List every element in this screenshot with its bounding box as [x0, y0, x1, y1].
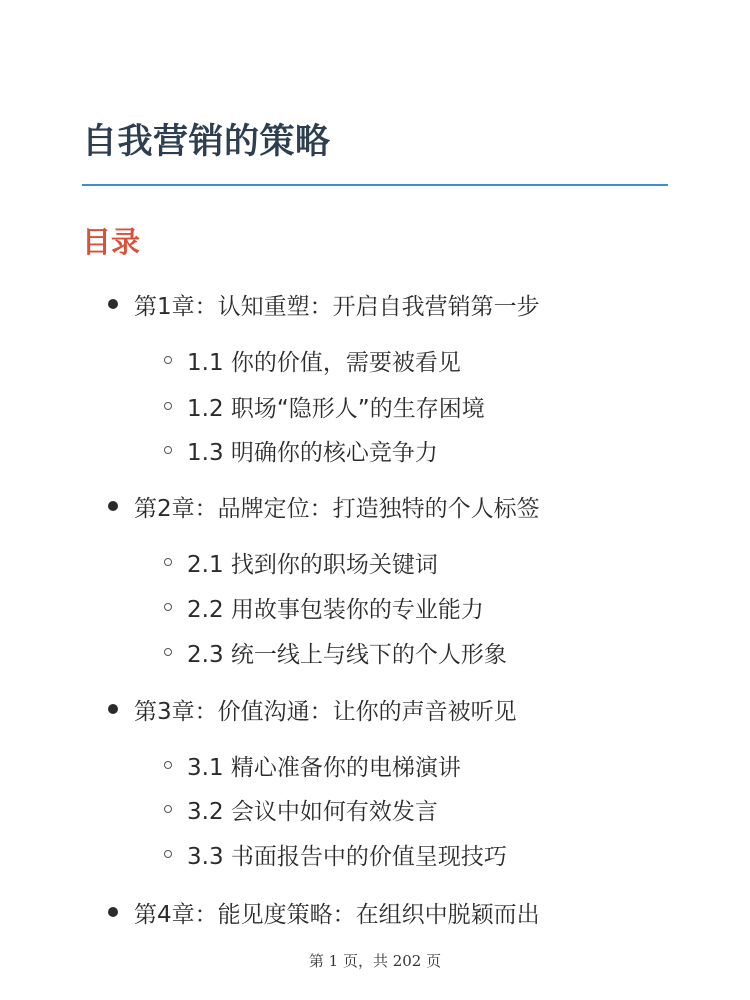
toc-section-label: 1.3 明确你的核心竞争力 [187, 439, 438, 466]
toc-section-label: 2.1 找到你的职场关键词 [187, 551, 438, 578]
hollow-bullet-icon [164, 402, 172, 410]
toc-chapter-4[interactable] [108, 890, 540, 934]
toc-chapter-label: 第1章：认知重塑：开启自我营销第一步 [134, 293, 540, 320]
toc-chapter-3[interactable] [108, 687, 517, 731]
toc-chapter-label: 第2章：品牌定位：打造独特的个人标签 [134, 495, 540, 522]
toc-section-3-1[interactable] [164, 745, 461, 785]
toc-section-label: 3.3 书面报告中的价值呈现技巧 [187, 843, 507, 870]
toc-section-1-3[interactable] [164, 430, 438, 470]
toc-chapter-label: 第3章：价值沟通：让你的声音被听见 [134, 698, 517, 725]
toc-section-2-3[interactable] [164, 632, 507, 672]
toc-section-2-1[interactable] [164, 542, 438, 582]
page-number: 第 1 页，共 202 页 [308, 952, 442, 970]
hollow-bullet-icon [164, 446, 172, 454]
toc-chapter-label: 第4章：能见度策略：在组织中脱颖而出 [134, 901, 540, 928]
title-divider [82, 184, 668, 186]
filled-bullet-icon [108, 501, 118, 511]
toc-section-label: 3.1 精心准备你的电梯演讲 [187, 754, 461, 781]
hollow-bullet-icon [164, 356, 172, 364]
toc-section-label: 1.1 你的价值，需要被看见 [187, 349, 461, 376]
toc-section-1-1[interactable] [164, 340, 461, 380]
hollow-bullet-icon [164, 805, 172, 813]
filled-bullet-icon [108, 907, 118, 917]
hollow-bullet-icon [164, 850, 172, 858]
toc-section-label: 1.2 职场“隐形人”的生存困境 [187, 395, 485, 422]
toc-chapter-2[interactable] [108, 484, 540, 528]
filled-bullet-icon [108, 704, 118, 714]
toc-section-3-3[interactable] [164, 834, 507, 874]
toc-chapter-1[interactable] [108, 282, 540, 326]
toc-section-1-2[interactable] [164, 386, 485, 426]
toc-section-label: 3.2 会议中如何有效发言 [187, 798, 438, 825]
toc-section-label: 2.2 用故事包装你的专业能力 [187, 596, 484, 623]
toc-section-2-2[interactable] [164, 587, 484, 627]
toc-section-label: 2.3 统一线上与线下的个人形象 [187, 641, 507, 668]
filled-bullet-icon [108, 299, 118, 309]
toc-section-3-2[interactable] [164, 789, 438, 829]
hollow-bullet-icon [164, 761, 172, 769]
toc-heading: 目录 [82, 225, 141, 259]
hollow-bullet-icon [164, 558, 172, 566]
hollow-bullet-icon [164, 603, 172, 611]
document-title: 自我营销的策略 [82, 122, 331, 162]
hollow-bullet-icon [164, 648, 172, 656]
